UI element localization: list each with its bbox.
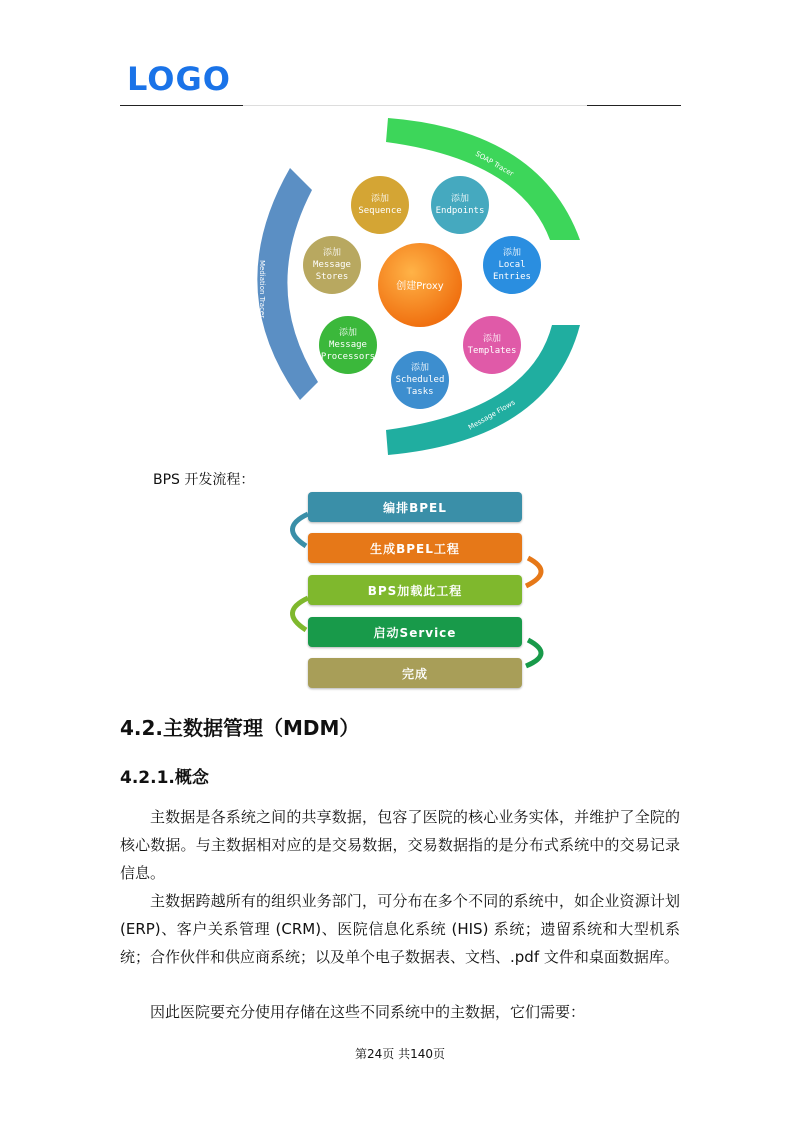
cycle-node-label: 添加 [370,194,390,204]
flow-arrows [270,500,560,670]
cycle-node-label: 添加 [450,194,470,204]
logo: LOGO [127,60,231,98]
flow-step: 启动Service [308,617,522,647]
header-rule-right [587,105,681,106]
cycle-node-label: Stores [315,272,349,282]
cycle-node-label: Local [498,260,526,270]
cycle-node-label: Message [313,260,351,270]
cycle-node-label: 添加 [482,334,502,344]
cycle-node-label: Templates [467,346,517,356]
flow-step: 生成BPEL工程 [308,533,522,563]
flow-step: BPS加载此工程 [308,575,522,605]
arc-label-soap: SOAP Tracer [474,149,515,178]
cycle-node-label: Scheduled [395,375,445,385]
paragraph: 主数据是各系统之间的共享数据，包容了医院的核心业务实体，并维护了全院的核心数据。与主数据相对应的是交易数据，交易数据指的是分布式系统中的交易记录信息。 [120,808,680,882]
header-rule-mid [243,105,587,106]
cycle-node-label: Endpoints [435,206,485,216]
paragraph: 主数据跨越所有的组织业务部门，可分布在多个不同的系统中，如企业资源计划 (ERP)、客户关系管理 (CRM)、医院信息化系统 (HIS) 系统；遗留系统和大型机系统；合作伙伴和供应商系统；以及单个电子数据表、文档、.pdf 文件和桌面数据库。 [120,892,680,966]
cycle-node-label: Sequence [358,206,402,216]
flow-step: 编排BPEL [308,492,522,522]
arc-label-mediation: Mediation Tracer [258,260,266,319]
cycle-node [463,316,521,374]
cycle-node-label: Entries [493,272,531,282]
cycle-node [351,176,409,234]
cycle-node-label: 添加 [502,248,522,258]
cycle-node-label: Message [329,340,367,350]
arc-label-message-flows: Message Flows [467,398,517,432]
proxy-cycle-diagram [250,110,590,460]
section-title: 4.2.主数据管理（MDM） [120,716,360,740]
cycle-node-label: 添加 [322,248,342,258]
flow-step: 完成 [308,658,522,688]
cycle-node-label: 添加 [410,363,430,373]
page-footer: 第24页 共140页 [355,1047,445,1061]
cycle-node [431,176,489,234]
cycle-node-label: Processors [320,352,376,362]
header-rule-left [120,105,243,106]
cycle-node-label: 添加 [338,328,358,338]
cycle-center-label: 创建Proxy [396,281,444,292]
flow-caption: BPS 开发流程： [153,472,255,488]
cycle-node-label: Tasks [406,387,434,397]
subsection-title: 4.2.1.概念 [120,768,209,788]
paragraph: 因此医院要充分使用存储在这些不同系统中的主数据，它们需要： [150,1003,586,1021]
